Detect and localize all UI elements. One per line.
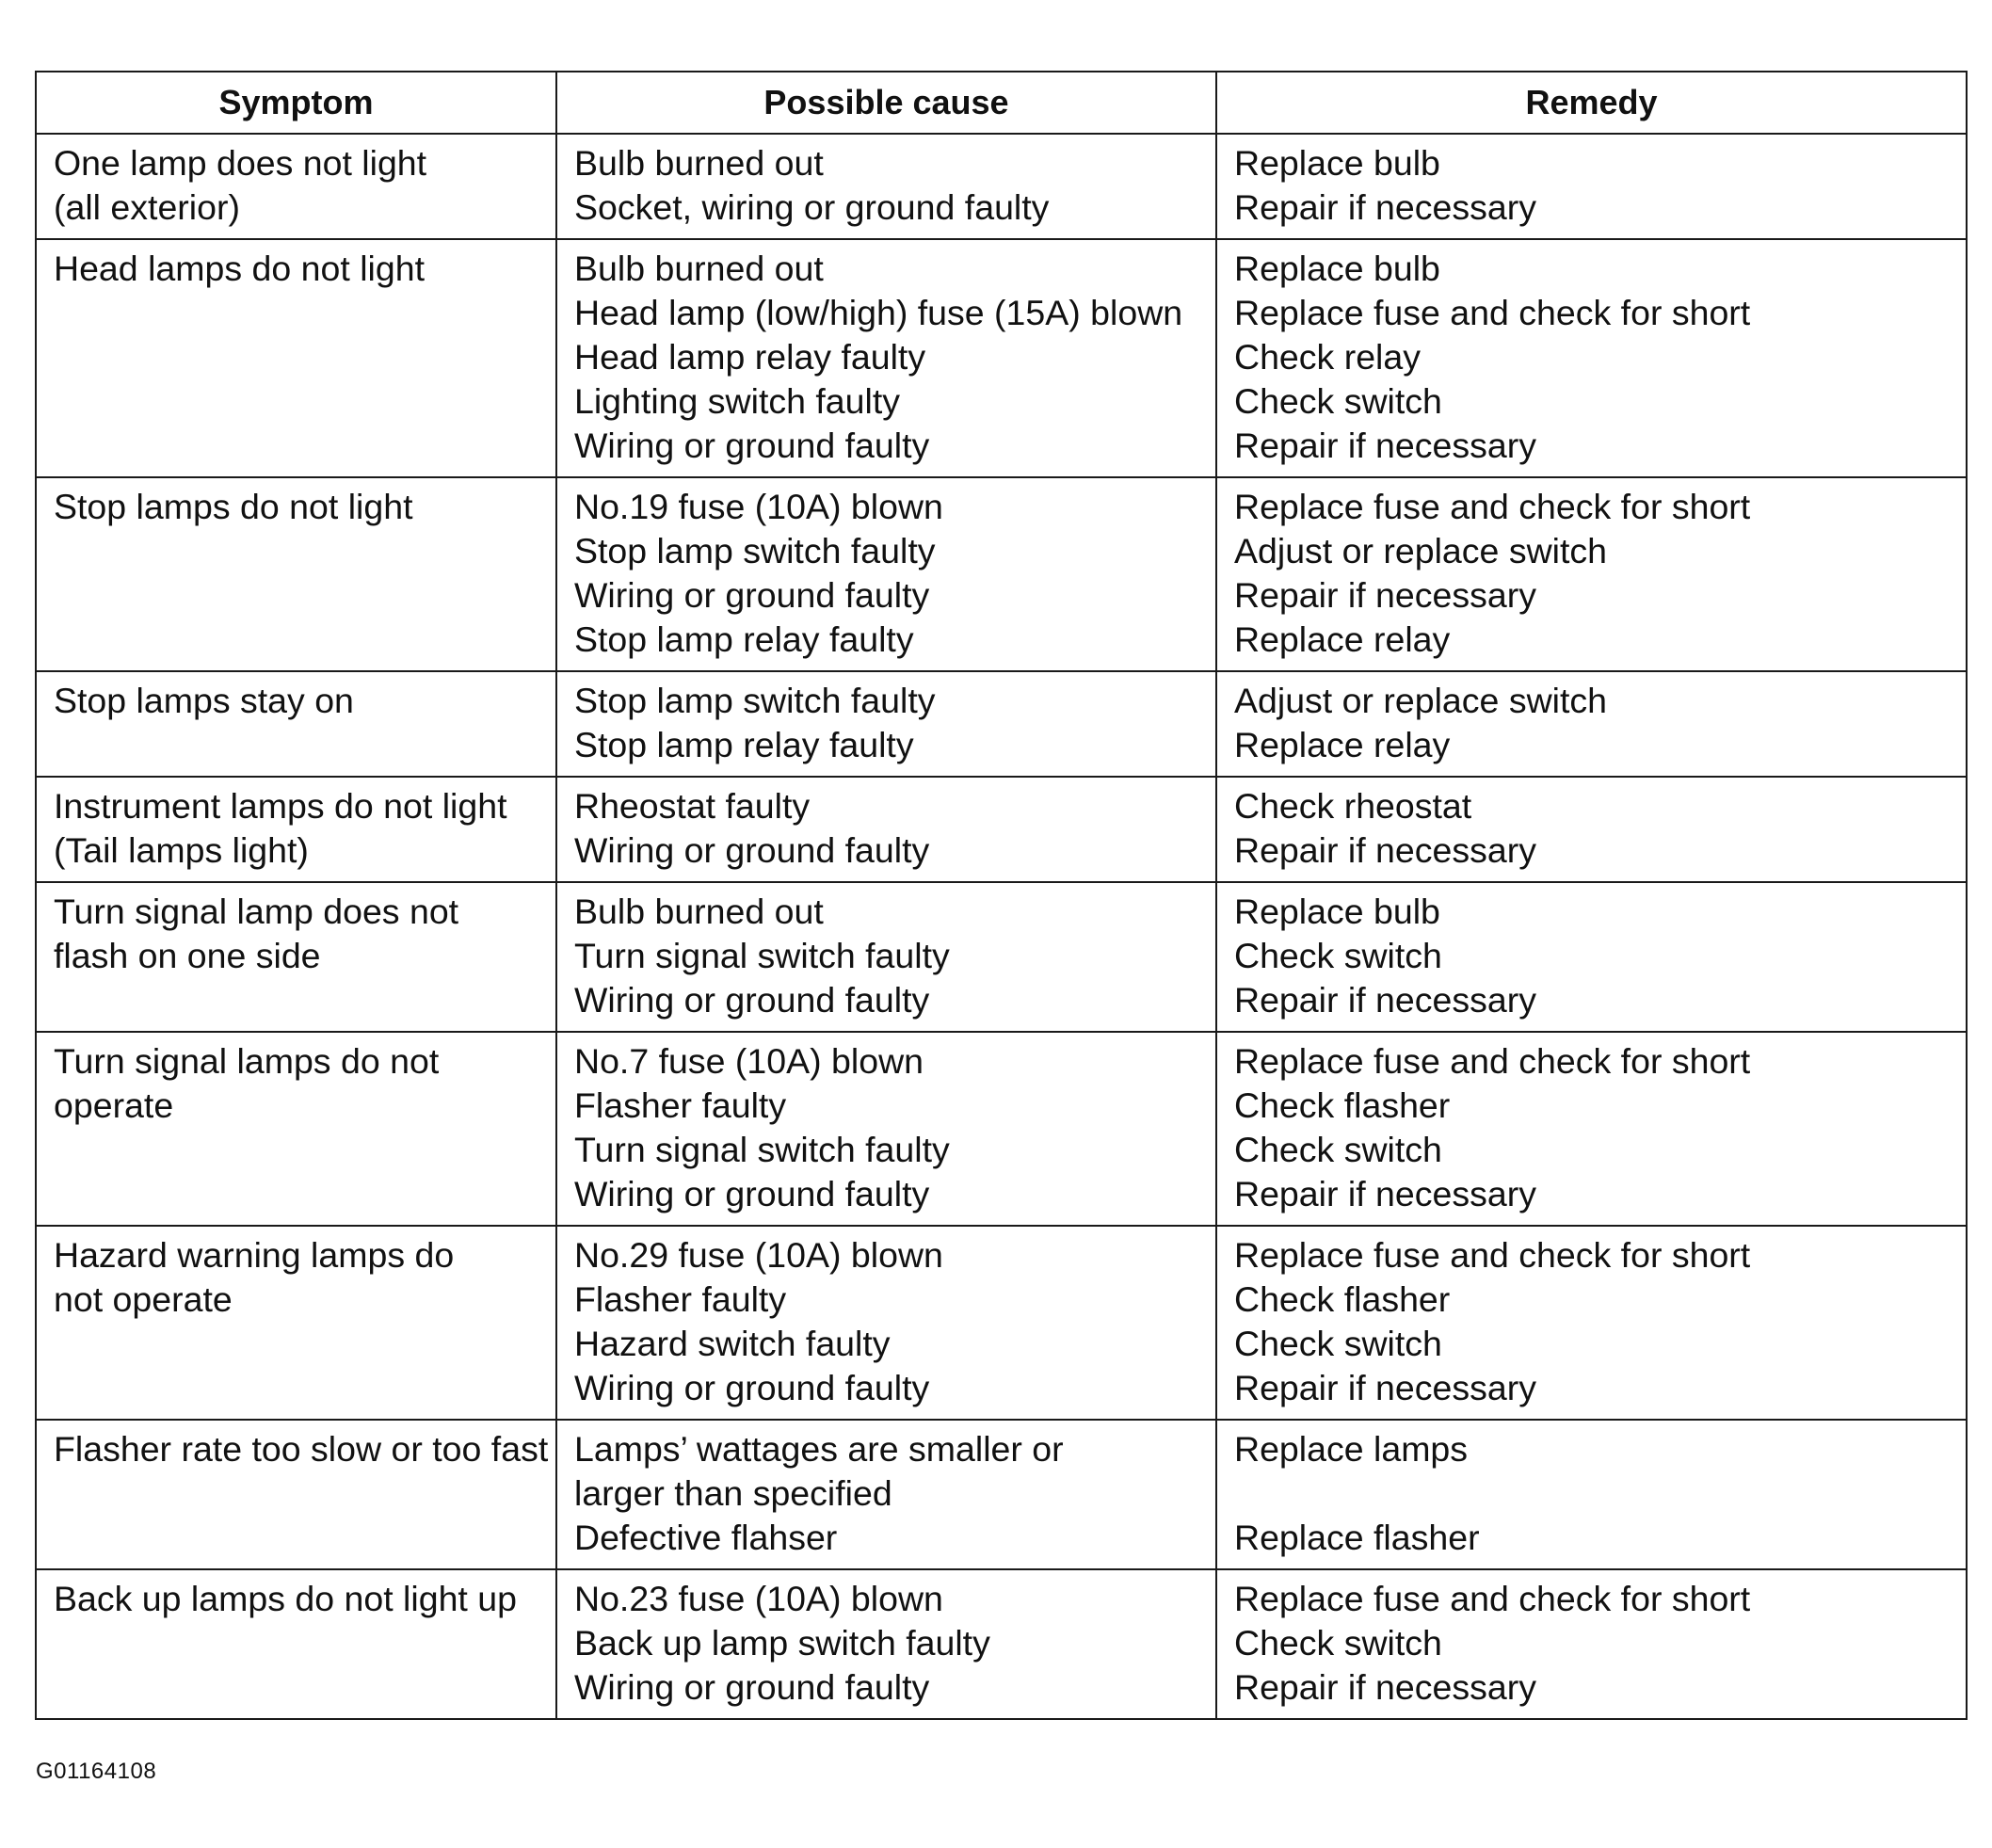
possible-cause-cell [556,239,1216,477]
remedy-line: Replace fuse and check for short [1234,487,1751,526]
symptom-line: Instrument lamps do not light [54,786,507,826]
remedy-cell [1216,1569,1967,1719]
cause-line: Hazard switch faulty [574,1324,891,1363]
cause-line: Lighting switch faulty [574,381,901,421]
possible-cause-cell [556,671,1216,777]
remedy-cell [1216,777,1967,882]
cause-line: Back up lamp switch faulty [574,1623,990,1663]
remedy-line: Replace fuse and check for short [1234,293,1751,332]
cause-line: Socket, wiring or ground faulty [574,187,1050,227]
remedy-line: Check flasher [1234,1085,1451,1125]
symptom-cell [36,1032,556,1226]
table-row [36,671,1967,777]
table-row [36,777,1967,882]
possible-cause-header: Possible cause [556,72,1216,134]
symptom-cell [36,134,556,239]
symptom-cell [36,777,556,882]
symptom-cell [36,882,556,1032]
remedy-cell [1216,134,1967,239]
symptom-line: operate [54,1085,174,1125]
table-row [36,882,1967,1032]
table-row [36,1420,1967,1569]
table-row [36,239,1967,477]
remedy-cell [1216,1032,1967,1226]
remedy-line: Check switch [1234,1324,1442,1363]
possible-cause-cell [556,882,1216,1032]
cause-line: Defective flahser [574,1518,838,1557]
remedy-line: Repair if necessary [1234,1174,1536,1213]
table-row [36,1032,1967,1226]
cause-line: No.23 fuse (10A) blown [574,1579,943,1618]
symptom-line: Back up lamps do not light up [54,1579,517,1618]
remedy-line: Repair if necessary [1234,830,1536,870]
remedy-cell [1216,882,1967,1032]
cause-line: Bulb burned out [574,143,824,183]
remedy-line: Check relay [1234,337,1421,377]
symptom-line: flash on one side [54,936,321,975]
symptom-line: Turn signal lamp does not [54,892,459,931]
remedy-line: Repair if necessary [1234,426,1536,465]
symptom-cell [36,1420,556,1569]
table-row [36,1569,1967,1719]
remedy-line: Adjust or replace switch [1234,531,1608,570]
remedy-cell [1216,1226,1967,1420]
remedy-line: Check switch [1234,1623,1442,1663]
symptom-line: Stop lamps do not light [54,487,413,526]
possible-cause-cell [556,777,1216,882]
possible-cause-cell [556,1226,1216,1420]
cause-line: Bulb burned out [574,249,824,288]
symptom-cell [36,1569,556,1719]
troubleshooting-table [35,71,1968,1720]
table-row [36,1226,1967,1420]
remedy-line: Check flasher [1234,1279,1451,1319]
table-row [36,477,1967,671]
remedy-cell [1216,1420,1967,1569]
symptom-cell [36,1226,556,1420]
remedy-line: Adjust or replace switch [1234,681,1608,720]
cause-line: Wiring or ground faulty [574,980,930,1020]
cause-line: Lamps’ wattages are smaller or [574,1429,1064,1469]
remedy-line: Replace fuse and check for short [1234,1579,1751,1618]
remedy-line: Check switch [1234,936,1442,975]
remedy-line: Replace relay [1234,725,1451,764]
symptom-line: One lamp does not light [54,143,427,183]
cause-line: Stop lamp relay faulty [574,725,914,764]
remedy-cell [1216,239,1967,477]
remedy-header: Remedy [1216,72,1967,134]
cause-line: Head lamp relay faulty [574,337,926,377]
cause-line: Stop lamp relay faulty [574,619,914,659]
remedy-line: Repair if necessary [1234,187,1536,227]
symptom-line: Turn signal lamps do not [54,1041,440,1081]
remedy-line: Replace bulb [1234,249,1440,288]
cause-line: Turn signal switch faulty [574,1130,950,1169]
cause-line: Stop lamp switch faulty [574,531,936,570]
table-row [36,134,1967,239]
symptom-line: Head lamps do not light [54,249,425,288]
symptom-cell [36,477,556,671]
remedy-line: Repair if necessary [1234,575,1536,615]
remedy-line: Check rheostat [1234,786,1472,826]
possible-cause-cell [556,1569,1216,1719]
cause-line: Flasher faulty [574,1085,787,1125]
remedy-line: Repair if necessary [1234,1368,1536,1407]
remedy-line: Check switch [1234,381,1442,421]
cause-line: No.29 fuse (10A) blown [574,1235,943,1275]
cause-line: No.7 fuse (10A) blown [574,1041,924,1081]
remedy-line: Replace bulb [1234,892,1440,931]
symptom-line: Flasher rate too slow or too fast [54,1429,549,1469]
remedy-line: Repair if necessary [1234,1667,1536,1707]
cause-line: Wiring or ground faulty [574,830,930,870]
symptom-line: Hazard warning lamps do [54,1235,455,1275]
remedy-line: Replace fuse and check for short [1234,1041,1751,1081]
remedy-cell [1216,477,1967,671]
cause-line: larger than specified [574,1473,892,1513]
symptom-line: (all exterior) [54,187,240,227]
remedy-line: Replace fuse and check for short [1234,1235,1751,1275]
symptom-line: not operate [54,1279,233,1319]
cause-line: Bulb burned out [574,892,824,931]
remedy-cell [1216,671,1967,777]
cause-line: Wiring or ground faulty [574,1667,930,1707]
remedy-line: Repair if necessary [1234,980,1536,1020]
cause-line: Wiring or ground faulty [574,575,930,615]
cause-line: Turn signal switch faulty [574,936,950,975]
possible-cause-cell [556,477,1216,671]
cause-line: Stop lamp switch faulty [574,681,936,720]
symptom-cell [36,239,556,477]
possible-cause-cell [556,1420,1216,1569]
remedy-line: Replace relay [1234,619,1451,659]
figure-code: G01164108 [36,1759,157,1784]
remedy-line: Replace lamps [1234,1429,1469,1469]
remedy-line [1234,1471,1956,1516]
symptom-header: Symptom [36,72,556,134]
cause-line: Wiring or ground faulty [574,1174,930,1213]
cause-line: Wiring or ground faulty [574,426,930,465]
cause-line: No.19 fuse (10A) blown [574,487,943,526]
possible-cause-cell [556,1032,1216,1226]
cause-line: Wiring or ground faulty [574,1368,930,1407]
possible-cause-cell [556,134,1216,239]
cause-line: Flasher faulty [574,1279,787,1319]
remedy-line: Replace bulb [1234,143,1440,183]
symptom-line: Stop lamps stay on [54,681,354,720]
table-body [36,134,1967,1719]
symptom-line: (Tail lamps light) [54,830,309,870]
header-row [36,72,1967,134]
remedy-line: Replace flasher [1234,1518,1480,1557]
cause-line: Rheostat faulty [574,786,811,826]
remedy-line: Check switch [1234,1130,1442,1169]
cause-line: Head lamp (low/high) fuse (15A) blown [574,293,1183,332]
symptom-cell [36,671,556,777]
